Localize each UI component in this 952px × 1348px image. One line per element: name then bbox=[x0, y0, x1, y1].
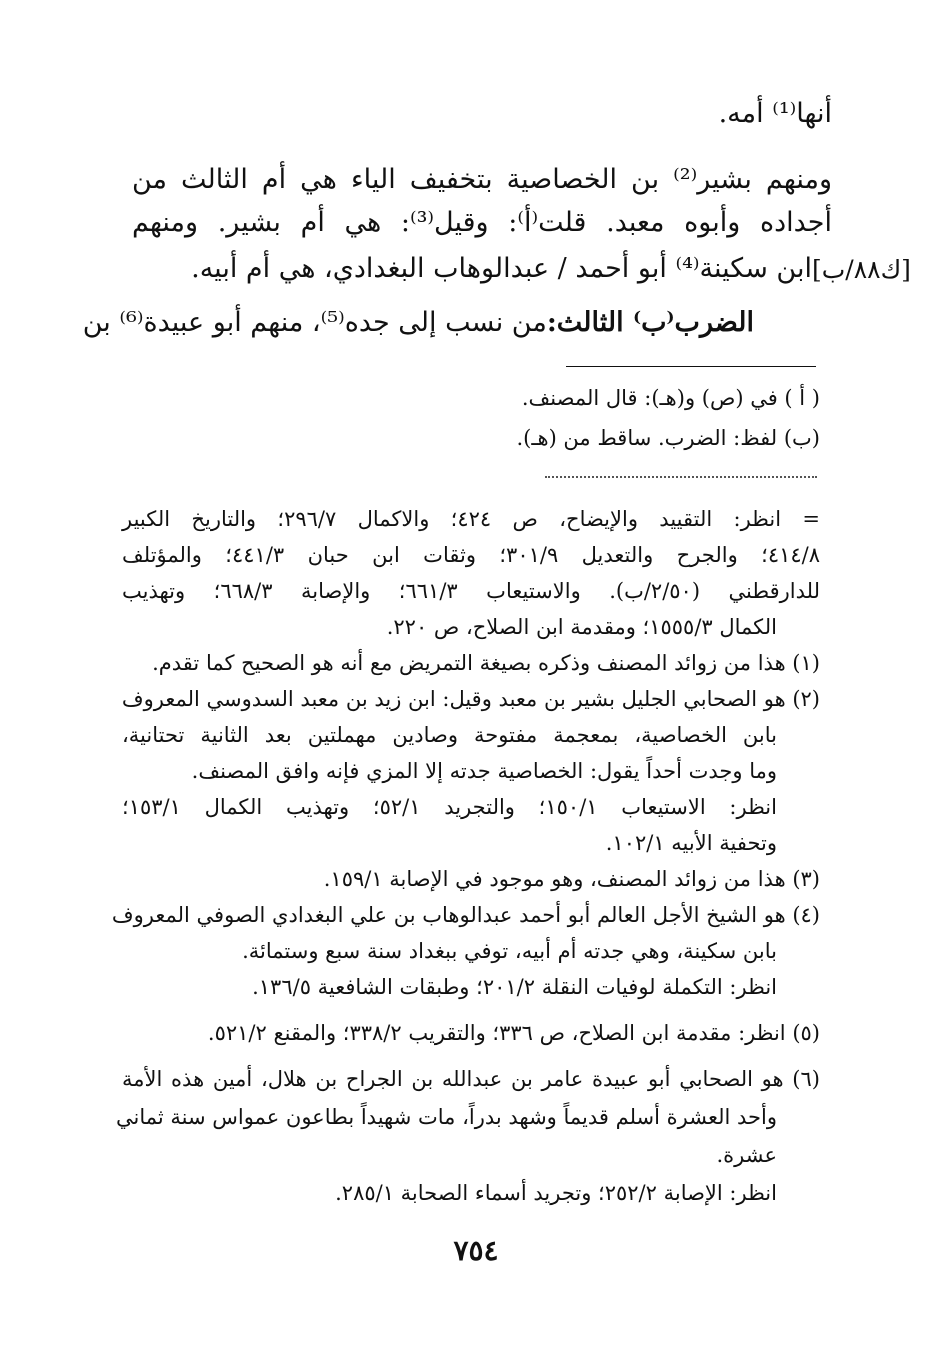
footnote-6: (٦) هو الصحابي أبو عبيدة عامر بن عبدالله بن الجراح بن هلال، أمين هذه الأمة bbox=[122, 1067, 820, 1091]
footnote-line: انظر: التكملة لوفيات النقلة ٢٠١/٢؛ وطبقات الشافعية ١٣٦/٥. bbox=[252, 975, 777, 999]
main-line-1: أنها⁽¹⁾ أمه. bbox=[718, 98, 832, 129]
footnote-line: وأحد العشرة أسلم قديماً وشهد بدراً، مات شهيداً بطاعون عمواس سنة ثماني bbox=[115, 1105, 777, 1129]
footnote-line: انظر: الاستيعاب ١٥٠/١؛ والتجريد ٥٢/١؛ وتهذيب الكمال ١٥٣/١؛ bbox=[122, 795, 777, 819]
main-line-5-rest: من نسب إلى جده⁽⁵⁾، منهم أبو عبيدة⁽⁶⁾ بن bbox=[82, 307, 547, 338]
footnote-1: (١) هذا من زوائد المصنف وذكره بصيغة التمريض مع أنه هو الصحيح كما تقدم. bbox=[152, 651, 820, 675]
main-line-5 bbox=[82, 305, 754, 341]
variant-note-b: (ب) لفظ: الضرب. ساقط من (هـ). bbox=[516, 426, 820, 450]
dotted-separator bbox=[545, 476, 817, 478]
footnote-4: (٤) هو الشيخ الأجل العالم أبو أحمد عبدالوهاب بن علي البغدادي الصوفي المعروف bbox=[111, 903, 820, 927]
footnote-line: عشرة. bbox=[716, 1143, 777, 1167]
footnote-line: وما وجدت أحداً يقول: الخصاصية جدته إلا المزي فإنه وافق المصنف. bbox=[191, 759, 777, 783]
footnote-line: بابن سكينة، وهي جدته أم أبيه، توفي ببغداد سنة سبع وستمائة. bbox=[242, 939, 777, 963]
variant-note-a: ( أ ) في (ص) و(هـ): قال المصنف. bbox=[521, 386, 820, 410]
footnote-3: (٣) هذا من زوائد المصنف، وهو موجود في الإصابة ١٥٩/١. bbox=[323, 867, 820, 891]
footnote-2: (٢) هو الصحابي الجليل بشير بن معبد وقيل: ابن زيد بن معبد السدوسي المعروف bbox=[121, 687, 820, 711]
footnote-line: ٤١٤/٨؛ والجرح والتعديل ٣٠١/٩؛ وثقات ابن حبان ٤٤١/٣؛ والمؤتلف bbox=[122, 543, 821, 567]
section-heading: الضرب⁽ب⁾ الثالث: bbox=[546, 307, 754, 338]
page-number: ٧٥٤ bbox=[453, 1234, 499, 1267]
footnote-line: = انظر: التقييد والإيضاح، ص ٤٢٤؛ والاكمال ٢٩٦/٧؛ والتاريخ الكبير bbox=[122, 507, 820, 531]
footnote-line: وتحفية الأبيه ١٠٢/١. bbox=[605, 831, 777, 855]
manuscript-folio-ref: [ك٨٨/ب] bbox=[812, 255, 911, 284]
footnote-line: بابن الخصاصية، بمعجمة مفتوحة وصادين مهملتين بعد الثانية تحتانية، bbox=[122, 723, 777, 747]
main-line-3: أجداده وأبوه معبد. قلت⁽أ⁾: وقيل⁽³⁾: هي أم بشير. ومنهم bbox=[132, 207, 832, 238]
footnote-line: انظر: الإصابة ٢٥٢/٢؛ وتجريد أسماء الصحابة ٢٨٥/١. bbox=[335, 1181, 777, 1205]
footnote-5: (٥) انظر: مقدمة ابن الصلاح، ص ٣٣٦؛ والتقريب ٣٣٨/٢؛ والمقنع ٥٢١/٢. bbox=[207, 1021, 820, 1045]
main-line-2: ومنهم بشير⁽²⁾ بن الخصاصية بتخفيف الياء هي أم الثالث من bbox=[132, 164, 832, 195]
footnote-line: للدارقطني (٢/٥٠/ب). والاستيعاب ٦٦١/٣؛ والإصابة ٦٦٨/٣؛ وتهذيب bbox=[122, 579, 820, 603]
footnote-divider bbox=[566, 366, 816, 367]
footnote-line: الكمال ١٥٥٥/٣؛ ومقدمة ابن الصلاح، ص ٢٢٠. bbox=[386, 615, 777, 639]
main-line-4: ابن سكينة⁽⁴⁾ أبو أحمد / عبدالوهاب البغدادي، هي أم أبيه. bbox=[191, 253, 812, 284]
